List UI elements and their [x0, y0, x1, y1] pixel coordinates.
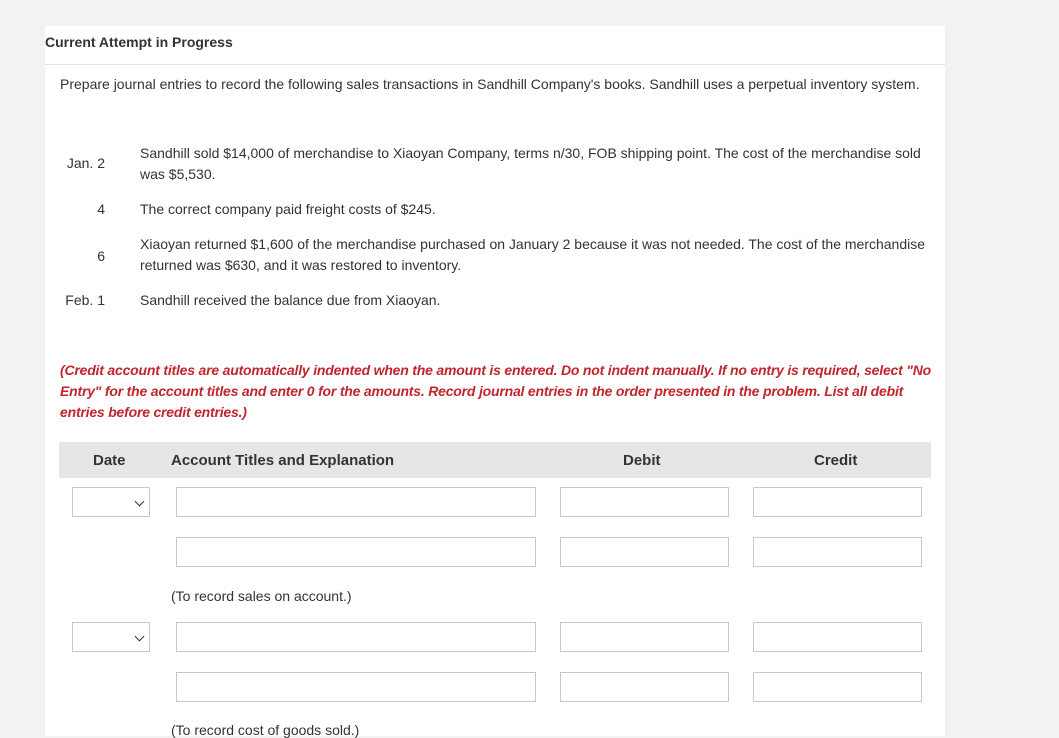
transaction-text: The correct company paid freight costs of $245.	[140, 201, 436, 217]
account-title-input[interactable]	[176, 672, 536, 702]
debit-input[interactable]	[560, 487, 729, 517]
attempt-title: Current Attempt in Progress	[45, 34, 233, 50]
debit-input[interactable]	[560, 622, 729, 652]
chevron-down-icon	[135, 632, 145, 642]
transaction-date: Jan. 2	[66, 155, 105, 171]
credit-input[interactable]	[753, 672, 922, 702]
transaction-text: Sandhill sold $14,000 of merchandise to Xiaoyan Company, terms n/30, FOB shipping point. The cost of the merchandise sold was $5,530.	[140, 145, 921, 182]
credit-input[interactable]	[753, 487, 922, 517]
entry-explanation: (To record sales on account.)	[171, 588, 352, 604]
account-title-input[interactable]	[176, 622, 536, 652]
debit-input[interactable]	[560, 672, 729, 702]
date-select[interactable]	[72, 622, 150, 652]
transaction-text: Sandhill received the balance due from Xiaoyan.	[140, 292, 441, 308]
credit-input[interactable]	[753, 622, 922, 652]
transaction-date: 4	[97, 201, 105, 217]
transaction-date: Feb. 1	[65, 292, 105, 308]
debit-column-header: Debit	[623, 452, 661, 469]
account-title-input[interactable]	[176, 487, 536, 517]
account-title-input[interactable]	[176, 537, 536, 567]
chevron-down-icon	[135, 497, 145, 507]
date-column-header: Date	[93, 452, 126, 469]
date-select[interactable]	[72, 487, 150, 517]
transaction-text: Xiaoyan returned $1,600 of the merchandise purchased on January 2 because it was not needed. The cost of the merchandise returned was $630, and it was restored to inventory.	[140, 236, 926, 273]
header-divider	[45, 64, 945, 65]
instructions-note: (Credit account titles are automatically indented when the amount is entered. Do not indent manually. If no entry is required, select "No Entry" for the account titles and enter 0 for the amounts. Record journal entries in the order presented in the problem. List all debit entries before credit entries.)	[60, 362, 931, 420]
account-column-header: Account Titles and Explanation	[171, 452, 395, 469]
transaction-date: 6	[97, 248, 105, 264]
entry-explanation: (To record cost of goods sold.)	[171, 722, 360, 738]
problem-intro: Prepare journal entries to record the following sales transactions in Sandhill Company's books. Sandhill uses a perpetual inventory system.	[60, 76, 920, 92]
debit-input[interactable]	[560, 537, 729, 567]
credit-input[interactable]	[753, 537, 922, 567]
journal-table-header	[59, 442, 931, 478]
credit-column-header: Credit	[814, 452, 858, 469]
question-card	[45, 26, 945, 736]
